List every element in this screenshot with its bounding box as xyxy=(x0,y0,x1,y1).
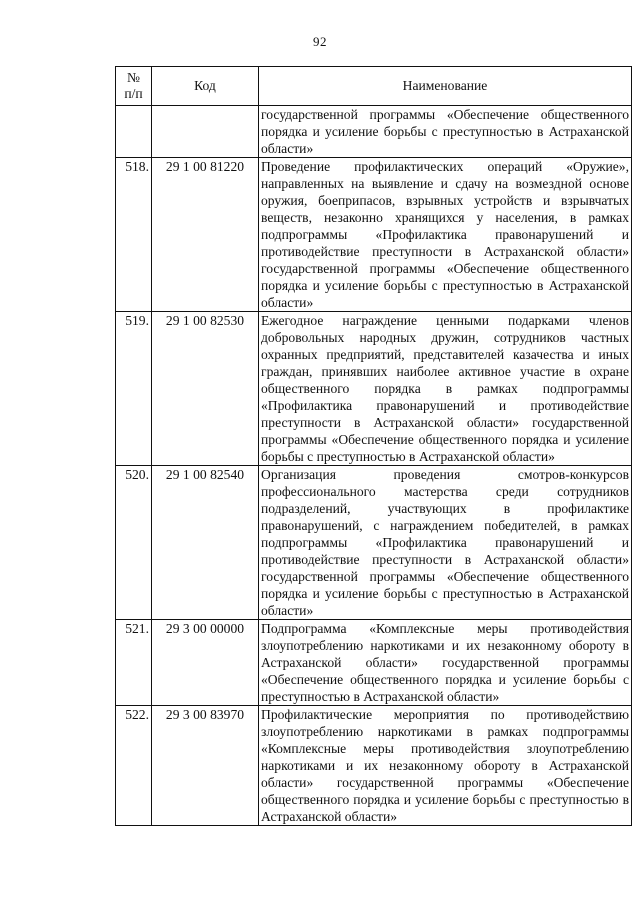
header-code: Код xyxy=(152,67,259,106)
page-number: 92 xyxy=(313,34,327,49)
row-name: государственной программы «Обеспечение общественного порядка и усиление борьбы с преступностью в Астраханской области» xyxy=(259,106,632,158)
row-name: Ежегодное награждение ценными подарками членов добровольных народных дружин, сотрудников частных охранных предприятий, представителей казачества и иных граждан, принявших наиболее активное участие в охране общественного порядка в рамках подпрограммы «Профилактика правонарушений и противодействие преступности в Астраханской области» государственной программы «Обеспечение общественного порядка и усиление борьбы с преступностью в Астраханской области» xyxy=(259,312,632,466)
table-row xyxy=(116,106,632,158)
row-code xyxy=(152,106,259,158)
row-code: 29 1 00 82530 xyxy=(152,312,259,466)
row-code: 29 3 00 83970 xyxy=(152,706,259,826)
row-code: 29 3 00 00000 xyxy=(152,620,259,706)
budget-classification-table xyxy=(115,66,632,826)
row-number: 519. xyxy=(116,312,152,466)
header-number xyxy=(116,67,152,106)
table-row xyxy=(116,312,632,466)
row-name: Подпрограмма «Комплексные меры противодействия злоупотреблению наркотиками и их незаконному обороту в Астраханской области» государственной программы «Обеспечение общественного порядка и усиление борьбы с преступностью в Астраханской области» xyxy=(259,620,632,706)
row-name: Профилактические мероприятия по противодействию злоупотреблению наркотиками в рамках подпрограммы «Комплексные меры противодействия злоупотреблению наркотиками и их незаконному обороту в Астраханской области» государственной программы «Обеспечение общественного порядка и усиление борьбы с преступностью в Астраханской области» xyxy=(259,706,632,826)
header-number-abbrev: п/п xyxy=(124,86,143,101)
row-number: 521. xyxy=(116,620,152,706)
row-number: 522. xyxy=(116,706,152,826)
row-number xyxy=(116,106,152,158)
row-name: Проведение профилактических операций «Оружие», направленных на выявление и сдачу на возмездной основе оружия, боеприпасов, взрывных устройств и взрывчатых веществ, незаконно хранящихся у населения, в рамках подпрограммы «Профилактика правонарушений и противодействие преступности в Астраханской области» государственной программы «Обеспечение общественного порядка и усиление борьбы с преступностью в Астраханской области» xyxy=(259,158,632,312)
row-number: 520. xyxy=(116,466,152,620)
table-row xyxy=(116,158,632,312)
header-number-symbol: № xyxy=(127,70,140,85)
row-code: 29 1 00 82540 xyxy=(152,466,259,620)
table-row xyxy=(116,466,632,620)
row-code: 29 1 00 81220 xyxy=(152,158,259,312)
header-name: Наименование xyxy=(259,67,632,106)
table-row xyxy=(116,620,632,706)
row-number: 518. xyxy=(116,158,152,312)
row-name: Организация проведения смотров-конкурсов профессионального мастерства среди сотрудников подразделений, участвующих в профилактике правонарушений, с награждением победителей, в рамках подпрограммы «Профилактика правонарушений и противодействие преступности в Астраханской области» государственной программы «Обеспечение общественного порядка и усиление борьбы с преступностью в Астраханской области» xyxy=(259,466,632,620)
table-header-row xyxy=(116,67,632,106)
table-row xyxy=(116,706,632,826)
